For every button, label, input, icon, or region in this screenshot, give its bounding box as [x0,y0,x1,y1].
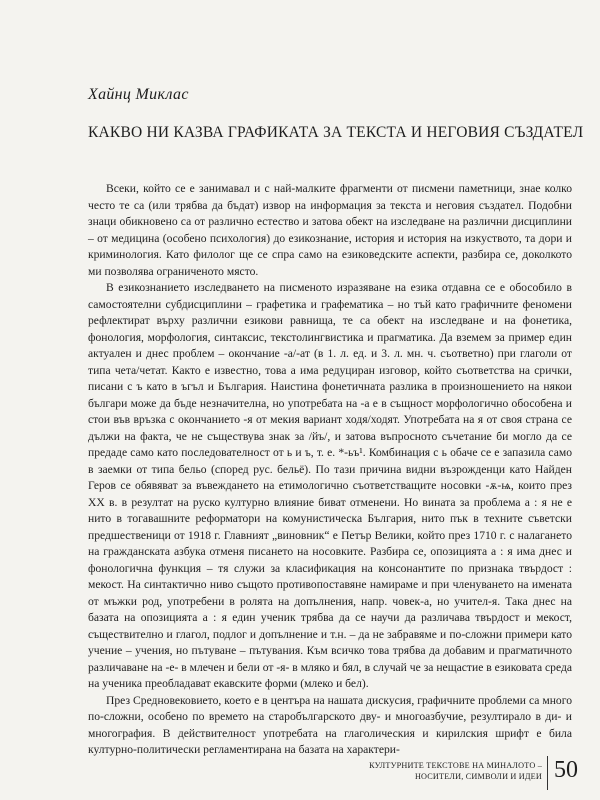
running-footer [322,760,542,782]
body-paragraph: През Средновековието, което е в центъра на нашата дискусия, графичните проблеми са много по-сложни, особено по времето на старобългарското дву- и многоазбучие, резултирало в ди- и многография. В действителност употребата на глаголическия и кирилския шрифт е била културно-политически регламентирана на базата на характери- [88,693,572,756]
series-title-line-1: КУЛТУРНИТЕ ТЕКСТОВЕ НА МИНАЛОТО – [369,761,542,770]
body-paragraph: В езикознанието изследването на писменото изразяване на езика отдавна се е обособило в самостоятелни субдисциплини – графетика и графематика – но тъй като графичните феномени рефлектират върху различни езикови равнища, те са обект на изследване и на фонетика, фонология, морфология, синтаксис, текстолингвистика и прагматика. Да вземем за пример един актуален и днес проблем – окончание -а/-ат (в 1. л. ед. и 3. л. мн. ч. съответно) при глаголи от типа чета/четат. Както е известно, това а има редуциран изговор, който съответства на срички, писани с ъ като в ъгъл и България. Наистина фонетичната разлика в произношението на някои българи може да бъде незначителна, но употребата на -а е в същност морфологично обособена и стои във връзка с окончанието -я от мекия вариант ходя/ходят. Употребата на я от своя страна се дължи на факта, че не съществува знак за /йъ/, и затова въпросното съчетание би могло да се предаде само като последователност от ь и ъ, т. е. *-ьъ¹. Комбинация с ь обаче се е запазила само в заемки от типа бельо (според рус. бельё). По тази причина видни възрожденци като Найден Геров се обявяват за въвеждането на етимологично съответстващите носовки -ѫ-ѩ, които през XX в. в резултат на руско културно влияние биват отменени. Но вината за проблема а : я не е нито в тогавашните реформатори на комунистическа България, нито пък в техните съветски предшественици от 1918 г. Главният „виновник“ е Петър Велики, който през 1710 г. с налагането на гражданската азбука отменя писането на носовките. Разбира се, опозицията а : я има днес и фонологична функция – тя служи за класификация на консонантите по признака твърдост : мекост. На синтактично ниво същото противопоставяне намираме и при членуването на имената от мъжки род, употребени в ролята на допълнения, напр. човек-а, но учител-я. Така днес на базата на опозицията а : я един ученик трябва да се научи да различава твърдост и мекост, съществително и глагол, подлог и допълнение и т.н. – да не забравяме и по-сложни примери като учение – учения, но пътуване – пътувания. Към всичко това трябва да добавим и прагматичното различаване на -е- в млечен и бели от -я- в мляко и бял, в случай че за нещастие в езиковата среда на ученика преобладават екавските форми (млеко и бел). [88,281,572,690]
page-footer [322,754,594,794]
page-number: 50 [554,757,578,783]
series-title-line-2: НОСИТЕЛИ, СИМВОЛИ И ИДЕИ [414,772,542,781]
article-body [88,181,572,759]
article-author: Хайнц Миклас [88,86,189,103]
footer-divider [547,756,548,790]
article-title: КАКВО НИ КАЗВА ГРАФИКАТА ЗА ТЕКСТА И НЕГОВИЯ СЪЗДАТЕЛ [88,124,584,141]
body-paragraph: Всеки, който се е занимавал и с най-малките фрагменти от писмени паметници, знае колко често те са (или трябва да бъдат) извор на информация за текста и неговия създател. Подобни знаци обикновено са от различно естество и затова обект на изследване на различни дисциплини – от медицина (особено психология) до езикознание, история и история на изкуството, та дори и криминология. Като филолог ще се спра само на езиковедските аспекти, разбира се, доколкото ми позволява ограниченото място. [88,182,572,278]
